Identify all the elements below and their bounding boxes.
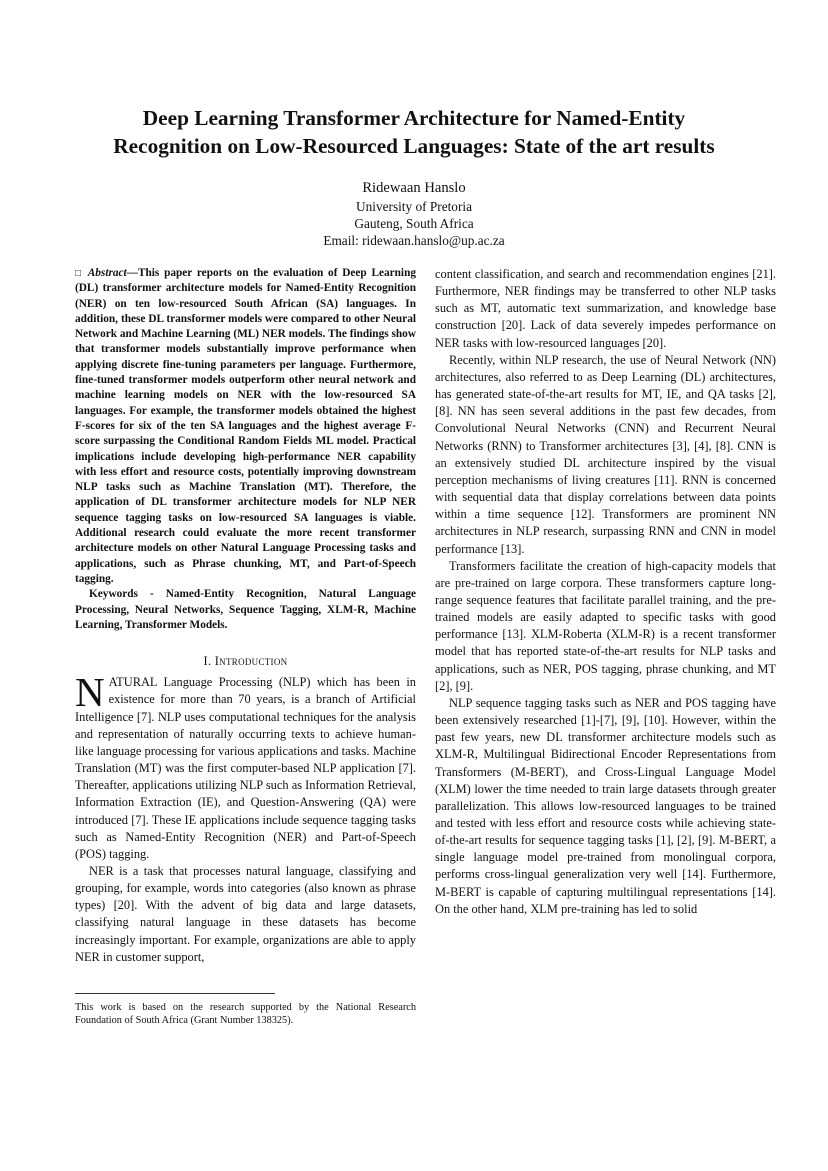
keywords: Keywords - Named-Entity Recognition, Natural Language Processing, Neural Networks, Sequence Tagging, XLM-R, Machine Learning, Transformer Models. <box>75 588 416 631</box>
title-line-2: Recognition on Low-Resourced Languages: State of the art results <box>113 134 715 158</box>
title-line-1: Deep Learning Transformer Architecture for Named-Entity <box>142 106 686 130</box>
right-paragraph-4: NLP sequence tagging tasks such as NER and POS tagging have been extensively researched [1]-[7], [9], [10]. However, within the past few years, new DL transformer architecture models such as XLM-R, Multilingual Bidirectional Encoder Representations from Transformers (M-BERT), and Cross-Lingual Language Model (XLM) lower the time needed to train large datasets through greater parallelization. This allows low-resourced languages to be trained and tested with less effort and resource costs while achieving state-of-the-art results for sequence tagging tasks [1], [2], [9]. M-BERT, a single language model pre-trained from monolingual corpora, performs cross-lingual generalization very well [14]. Furthermore, M-BERT is capable of capturing multilingual representations [14]. On the other hand, XLM pre-training has led to solid <box>435 695 776 916</box>
right-paragraph-1: content classification, and search and recommendation engines [21]. Furthermore, NER findings may be transferred to other NLP tasks such as MT, automatic text summarization, and knowledge base construction [20]. Lack of data severely impedes performance on NER tasks with low-resourced languages [20]. <box>435 267 776 350</box>
author-email: Email: ridewaan.hanslo@up.ac.za <box>323 233 505 249</box>
intro-paragraph-2: NER is a task that processes natural language, classifying and grouping, for example, words into categories (also known as phrase types) [20]. With the advent of big data and large datasets, classifying natural language in these datasets has become increasingly important. For example, organizations are able to apply NER in customer support, <box>75 864 416 964</box>
author-affiliation: University of Pretoria <box>356 199 472 214</box>
footnote: This work is based on the research supported by the National Research Foundation of South Africa (Grant Number 138325). <box>75 1002 416 1027</box>
left-column <box>75 266 416 966</box>
author-name: Ridewaan Hanslo <box>362 180 466 196</box>
section-heading-introduction: I. Introduction <box>203 654 288 669</box>
abstract-lead: Abstract— <box>87 267 138 279</box>
drop-cap: N <box>75 669 105 716</box>
author-location: Gauteng, South Africa <box>354 216 474 232</box>
paper-title <box>40 104 788 160</box>
right-paragraph-2: Recently, within NLP research, the use of Neural Network (NN) architectures, also referred to as Deep Learning (DL) architectures, has generated state-of-the-art results for MT, IE, and QA tasks [2], [8]. NN has seen several additions in the past few decades, from Convolutional Neural Networks (CNN) and Recurrent Neural Networks (RNN) to Transformer architectures [3], [4], [8]. CNN is an extensively studied DL architecture inspired by the visual perception mechanisms of living creatures [11]. RNN is concerned with sequential data that display correlations between data points within a time sequence [12]. Transformers are prominent NN architectures in NLP research, surpassing RNN and CNN in model performance [13]. <box>435 352 776 556</box>
author-block <box>200 178 628 250</box>
footnote-divider <box>75 993 275 994</box>
intro-paragraph-1-text: ATURAL Language Processing (NLP) which has been in existence for more than 70 years, is a branch of Artificial Intelligence [7]. NLP uses computational techniques for the analysis and representation of naturally occurring texts to achieve human-like language processing for various applications and tasks. Machine Translation (MT) was the first computer-based NLP application [7]. Thereafter, applications utilizing NLP such as Information Retrieval, Information Extraction (IE), and Question-Answering (QA) were introduced [7]. These IE applications include sequence tagging tasks such as Named-Entity Recognition (NER) and Part-of-Speech (POS) tagging. <box>75 675 416 861</box>
abstract <box>75 266 416 587</box>
intro-paragraph-1 <box>75 669 416 863</box>
right-column <box>435 266 776 918</box>
right-paragraph-3: Transformers facilitate the creation of high-capacity models that are pre-trained on large corpora. These transformers capture long-range sequence features that facilitate parallel training, and the pre-trained models are easily adapted to specific tasks with good performance [13]. XLM-Roberta (XLM-R) is a recent transformer model that has reported state-of-the-art results for NLP tasks and applications, such as NER, POS tagging, phrase chunking, and MT [2], [9]. <box>435 558 776 693</box>
abstract-text: This paper reports on the evaluation of Deep Learning (DL) transformer architecture models for Named-Entity Recognition (NER) on ten low-resourced South African (SA) languages. In addition, these DL transformer models were compared to other Neural Network and Machine Learning (ML) NER models. The findings show that transformer models substantially improve performance when applying discrete fine-tuning parameters per language. Furthermore, fine-tuned transformer models outperform other neural network and machine learning models on NER with the low-resourced SA languages. For example, the transformer models obtained the highest F-scores for six of the ten SA languages and the highest average F-score surpassing the Conditional Random Fields ML model. Practical implications include developing high-performance NER capability with less effort and resource costs, potentially improving downstream NLP tasks such as Machine Translation (MT). Therefore, the application of DL transformer architecture models for NLP NER sequence tagging tasks on low-resourced SA languages is viable. Additional research could evaluate the more recent transformer architecture models on other Natural Language Processing tasks and applications, such as Phrase chunking, MT, and Part-of-Speech tagging. <box>75 267 417 585</box>
abstract-mark: □ <box>75 268 83 279</box>
